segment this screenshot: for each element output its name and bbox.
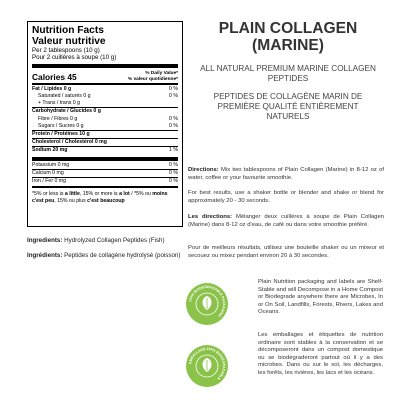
nutrient-dv: 0 % [169, 169, 178, 176]
divider-thick [32, 64, 178, 68]
footnote-part: c'est beaucoup [87, 197, 125, 204]
divider-thick [32, 157, 178, 161]
serving-size-en: Per 2 tablespoons (10 g) [32, 47, 100, 54]
nutrient-row [32, 147, 178, 154]
ingredients-en [27, 237, 183, 245]
nutrient-dv: 0 % [169, 93, 178, 100]
divider-medium [32, 186, 178, 188]
directions-fr-label: Les directions: [188, 214, 233, 220]
ingredients-fr-label: Ingrédients: [27, 252, 63, 259]
nutrient-row [32, 93, 178, 100]
nutrient-row [32, 170, 178, 177]
nutrient-label: Fibre / Fibres 0 g [38, 115, 78, 122]
ingredients-en-label: Ingredients: [27, 237, 63, 244]
nutrient-row [32, 116, 178, 123]
directions-en-label: Directions: [188, 167, 219, 173]
nutrient-row [32, 123, 178, 130]
daily-value-header [128, 71, 178, 81]
nutrient-dv: 0 % [169, 178, 178, 185]
recycle-leaf-icon [186, 345, 228, 387]
nutrient-label: Sugars / Sucres 0 g [38, 122, 84, 129]
packaging-note-fr: Les emballages et étiquettes de nutrition ordinaire sont stables à la conservation et se décomposeront dans un compost domestique ou se biodégraderont partout où il y a des microbes. Dans ou sur le sol, les décharges, les forêts, les rivières, les lacs et les océans. [258, 332, 383, 376]
nutrient-row [32, 139, 178, 146]
nutrient-row [32, 100, 178, 107]
nutrition-title-en: Nutrition Facts [32, 25, 104, 36]
ingredients-en-text: Hydrolyzed Collagen Peptides (Fish) [62, 237, 165, 244]
packaging-note-en: Plain Nutrition packaging and labels are Shelf-Stable and will Decompose in a Home Compost or Biodegrade anywhere there are Microbes, In or On Soil, Landfills, Forests, Rivers, Lakes and Oceans. [258, 279, 383, 316]
nutrient-label: + Trans / trans 0 g [38, 100, 80, 107]
nutrient-label: Fat / Lipides 0 g [32, 85, 72, 92]
calories: Calories 45 [32, 71, 77, 82]
nutrient-label: Protein / Protéines 10 g [32, 131, 90, 138]
nutrient-dv: 0 % [169, 115, 178, 122]
nutrient-label: Iron / Fer 0 mg [32, 178, 67, 185]
nutrient-dv: 0 % [169, 161, 178, 168]
nutrient-row [32, 162, 178, 169]
directions-en-tip: For best results, use a shaker bottle or blender and shake or blend for approximately 20 - 30 seconds. [188, 190, 384, 204]
calories-row [32, 69, 178, 82]
badge1-text: 100% BIODEGRADABLE PACKAGING [188, 284, 227, 318]
recycle-leaf-icon [186, 283, 228, 325]
nutrient-dv: 0 % [169, 85, 178, 92]
product-title [195, 20, 381, 54]
footnote-part: , 15% or more is [79, 191, 120, 198]
daily-value-footnote [32, 189, 178, 204]
footnote-part: moins c'est peu [32, 191, 168, 204]
directions-fr [188, 214, 384, 229]
nutrient-row [32, 86, 178, 93]
nutrition-facts-panel [27, 21, 183, 227]
nutrient-label: Sodium 20 mg [32, 147, 68, 154]
product-subtitle-en: ALL NATURAL PREMIUM MARINE COLLAGEN PEPTIDES [200, 64, 376, 83]
divider-medium [32, 83, 178, 85]
biodegradable-badge-fr [186, 345, 228, 387]
nutrient-dv: 0 % [169, 122, 178, 129]
directions-en-text: Mix two tablespoons of Plain Collagen (Marine) in 8-12 oz of water, coffee or your favourite smoothie. [188, 167, 384, 181]
footnote-part: a lot [119, 191, 130, 198]
nutrient-label: Saturated / saturés 0 g [38, 93, 91, 100]
nutrient-row [32, 108, 178, 115]
ingredients-fr [27, 252, 183, 260]
nutrient-dv: 1 % [169, 147, 178, 154]
directions-fr-tip: Pour de meilleurs résultats, utilisez une bouteille shaker ou un mixeur et secouez ou mixez pendant environ 20 à 30 secondes. [188, 245, 384, 259]
daily-value-header-en: % Daily Value* [145, 71, 178, 77]
footnote-part: *5% or less is [32, 191, 65, 198]
nutrient-label: Calcium 0 mg [32, 169, 64, 176]
nutrient-row [32, 178, 178, 185]
biodegradable-badge-en [186, 283, 228, 325]
serving-size-fr: Pour 2 cuillères à soupe (10 g) [32, 54, 117, 62]
product-title-line2: (MARINE) [252, 37, 324, 54]
badge2-text: EMBALLAGE 100% BIODÉGRADABLE [188, 346, 227, 381]
nutrient-label: Carbohydrate / Glucides 0 g [32, 108, 101, 115]
footnote-part: a little [64, 191, 80, 198]
product-title-line1: PLAIN COLLAGEN [218, 20, 358, 37]
footnote-part: / *5% ou [129, 191, 153, 198]
footnote-part: , 15% ou plus [54, 197, 88, 204]
directions-en [188, 167, 384, 182]
directions-fr-text: Mélanger deux cuillères à soupe de Plain Collagen (Marine) dans 8-12 oz d'eau, de café ou dans votre smoothie préféré. [188, 214, 384, 228]
nutrient-row [32, 131, 178, 138]
nutrient-label: Cholesterol / Cholestérol 0 mg [32, 139, 107, 146]
ingredients-fr-text: Peptides de collagène hydrolysé (poisson) [62, 252, 181, 259]
nutrient-label: Potassium 0 mg [32, 161, 70, 168]
product-subtitle-fr: PEPTIDES DE COLLAGÈNE MARIN DE PREMIÈRE QUALITÉ ENTIÈREMENT NATURELS [213, 92, 363, 121]
daily-value-header-fr: % valeur quotidienne* [127, 76, 178, 82]
nutrition-title-fr: Valeur nutritive [32, 36, 106, 47]
